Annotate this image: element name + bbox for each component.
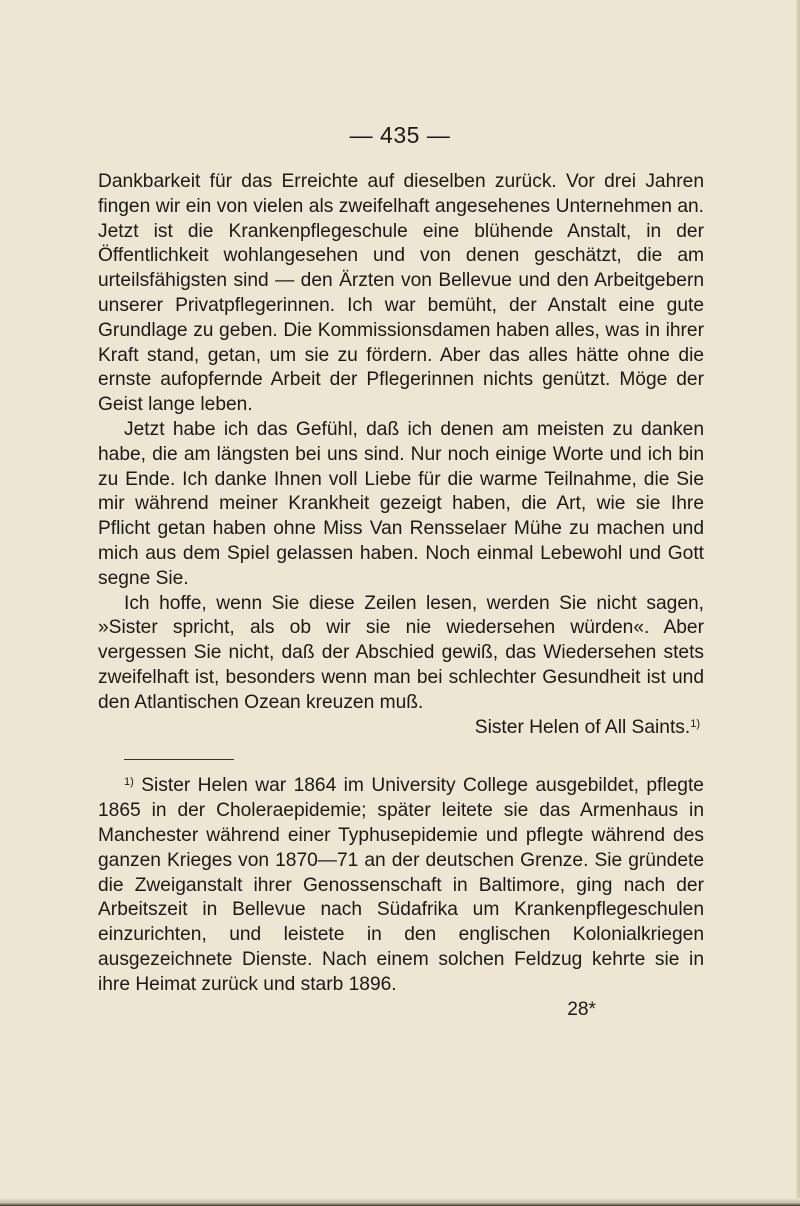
page-number: — 435 — xyxy=(349,122,451,148)
signature-text: Sister Helen of All Saints. xyxy=(474,716,691,738)
page-bottom-edge xyxy=(0,1198,800,1206)
footnote-text: Sister Helen war 1864 im University College ausgebildet, pflegte 1865 in der Choleraepidemie; später leitete sie das Armenhaus in Manchester während einer Typhusepidemie und pflegte während des ganzen Krieges von 1870—71 an der deutschen Grenze. Sie gründete die Zweiganstalt ihrer Genossenschaft in Baltimore, ging nach der Arbeitszeit in Bellevue nach Südafrika um Krankenpflegeschulen einzurichten, und leistete in den englischen Kolonialkriegen ausgezeichnete Dienste. Nach einem solchen Feldzug kehrte sie in ihre Heimat zurück und starb 1896. xyxy=(98,775,704,995)
paragraph-2: Jetzt habe ich das Gefühl, daß ich denen am meisten zu danken habe, die am längsten bei uns sind. Nur noch einige Worte und ich bin zu Ende. Ich danke Ihnen voll Liebe für die warme Teilnahme, die Sie mir während meiner Krankheit gezeigt haben, die Art, wie sie Ihre Pflicht getan haben ohne Miss Van Rensselaer Mühe zu machen und mich aus dem Spiel gelassen haben. Noch einmal Lebewohl und Gott segne Sie. xyxy=(98,418,704,589)
paragraph-3: Ich hoffe, wenn Sie diese Zeilen lesen, werden Sie nicht sagen, »Sister spricht, als ob wir sie nie wiedersehen würden«. Aber vergessen Sie nicht, daß der Abschied gewiß, das Wiedersehen stets zweifelhaft ist, besonders wenn man bei schlechter Gesundheit ist und den Atlantischen Ozean kreuzen muß. xyxy=(98,592,704,713)
signature xyxy=(98,716,704,741)
page-edge xyxy=(796,0,800,1206)
footnote-marker: 1) xyxy=(124,776,134,789)
main-text xyxy=(98,170,704,1022)
footnote xyxy=(98,774,704,997)
footnote-divider xyxy=(124,759,234,760)
folio-mark: 28* xyxy=(567,998,596,1020)
signature-footnote-marker: 1) xyxy=(690,717,700,730)
paragraph-1: Dankbarkeit für das Erreichte auf dieselben zurück. Vor drei Jahren fingen wir ein von vielen als zweifelhaft angesehenes Unternehmen an. Jetzt ist die Krankenpflegeschule eine blühende Anstalt, in der Öffentlichkeit wohlangesehen und von denen geschätzt, die am urteilsfähigsten sind — den Ärzten von Bellevue und den Arbeitgebern unserer Privatpflegerinnen. Ich war bemüht, der Anstalt eine gute Grundlage zu geben. Die Kommissionsdamen haben alles, was in ihrer Kraft stand, getan, um sie zu fördern. Aber das alles hätte ohne die ernste aufopfernde Arbeit der Pflegerinnen nichts genützt. Möge der Geist lange leben. xyxy=(98,171,704,416)
